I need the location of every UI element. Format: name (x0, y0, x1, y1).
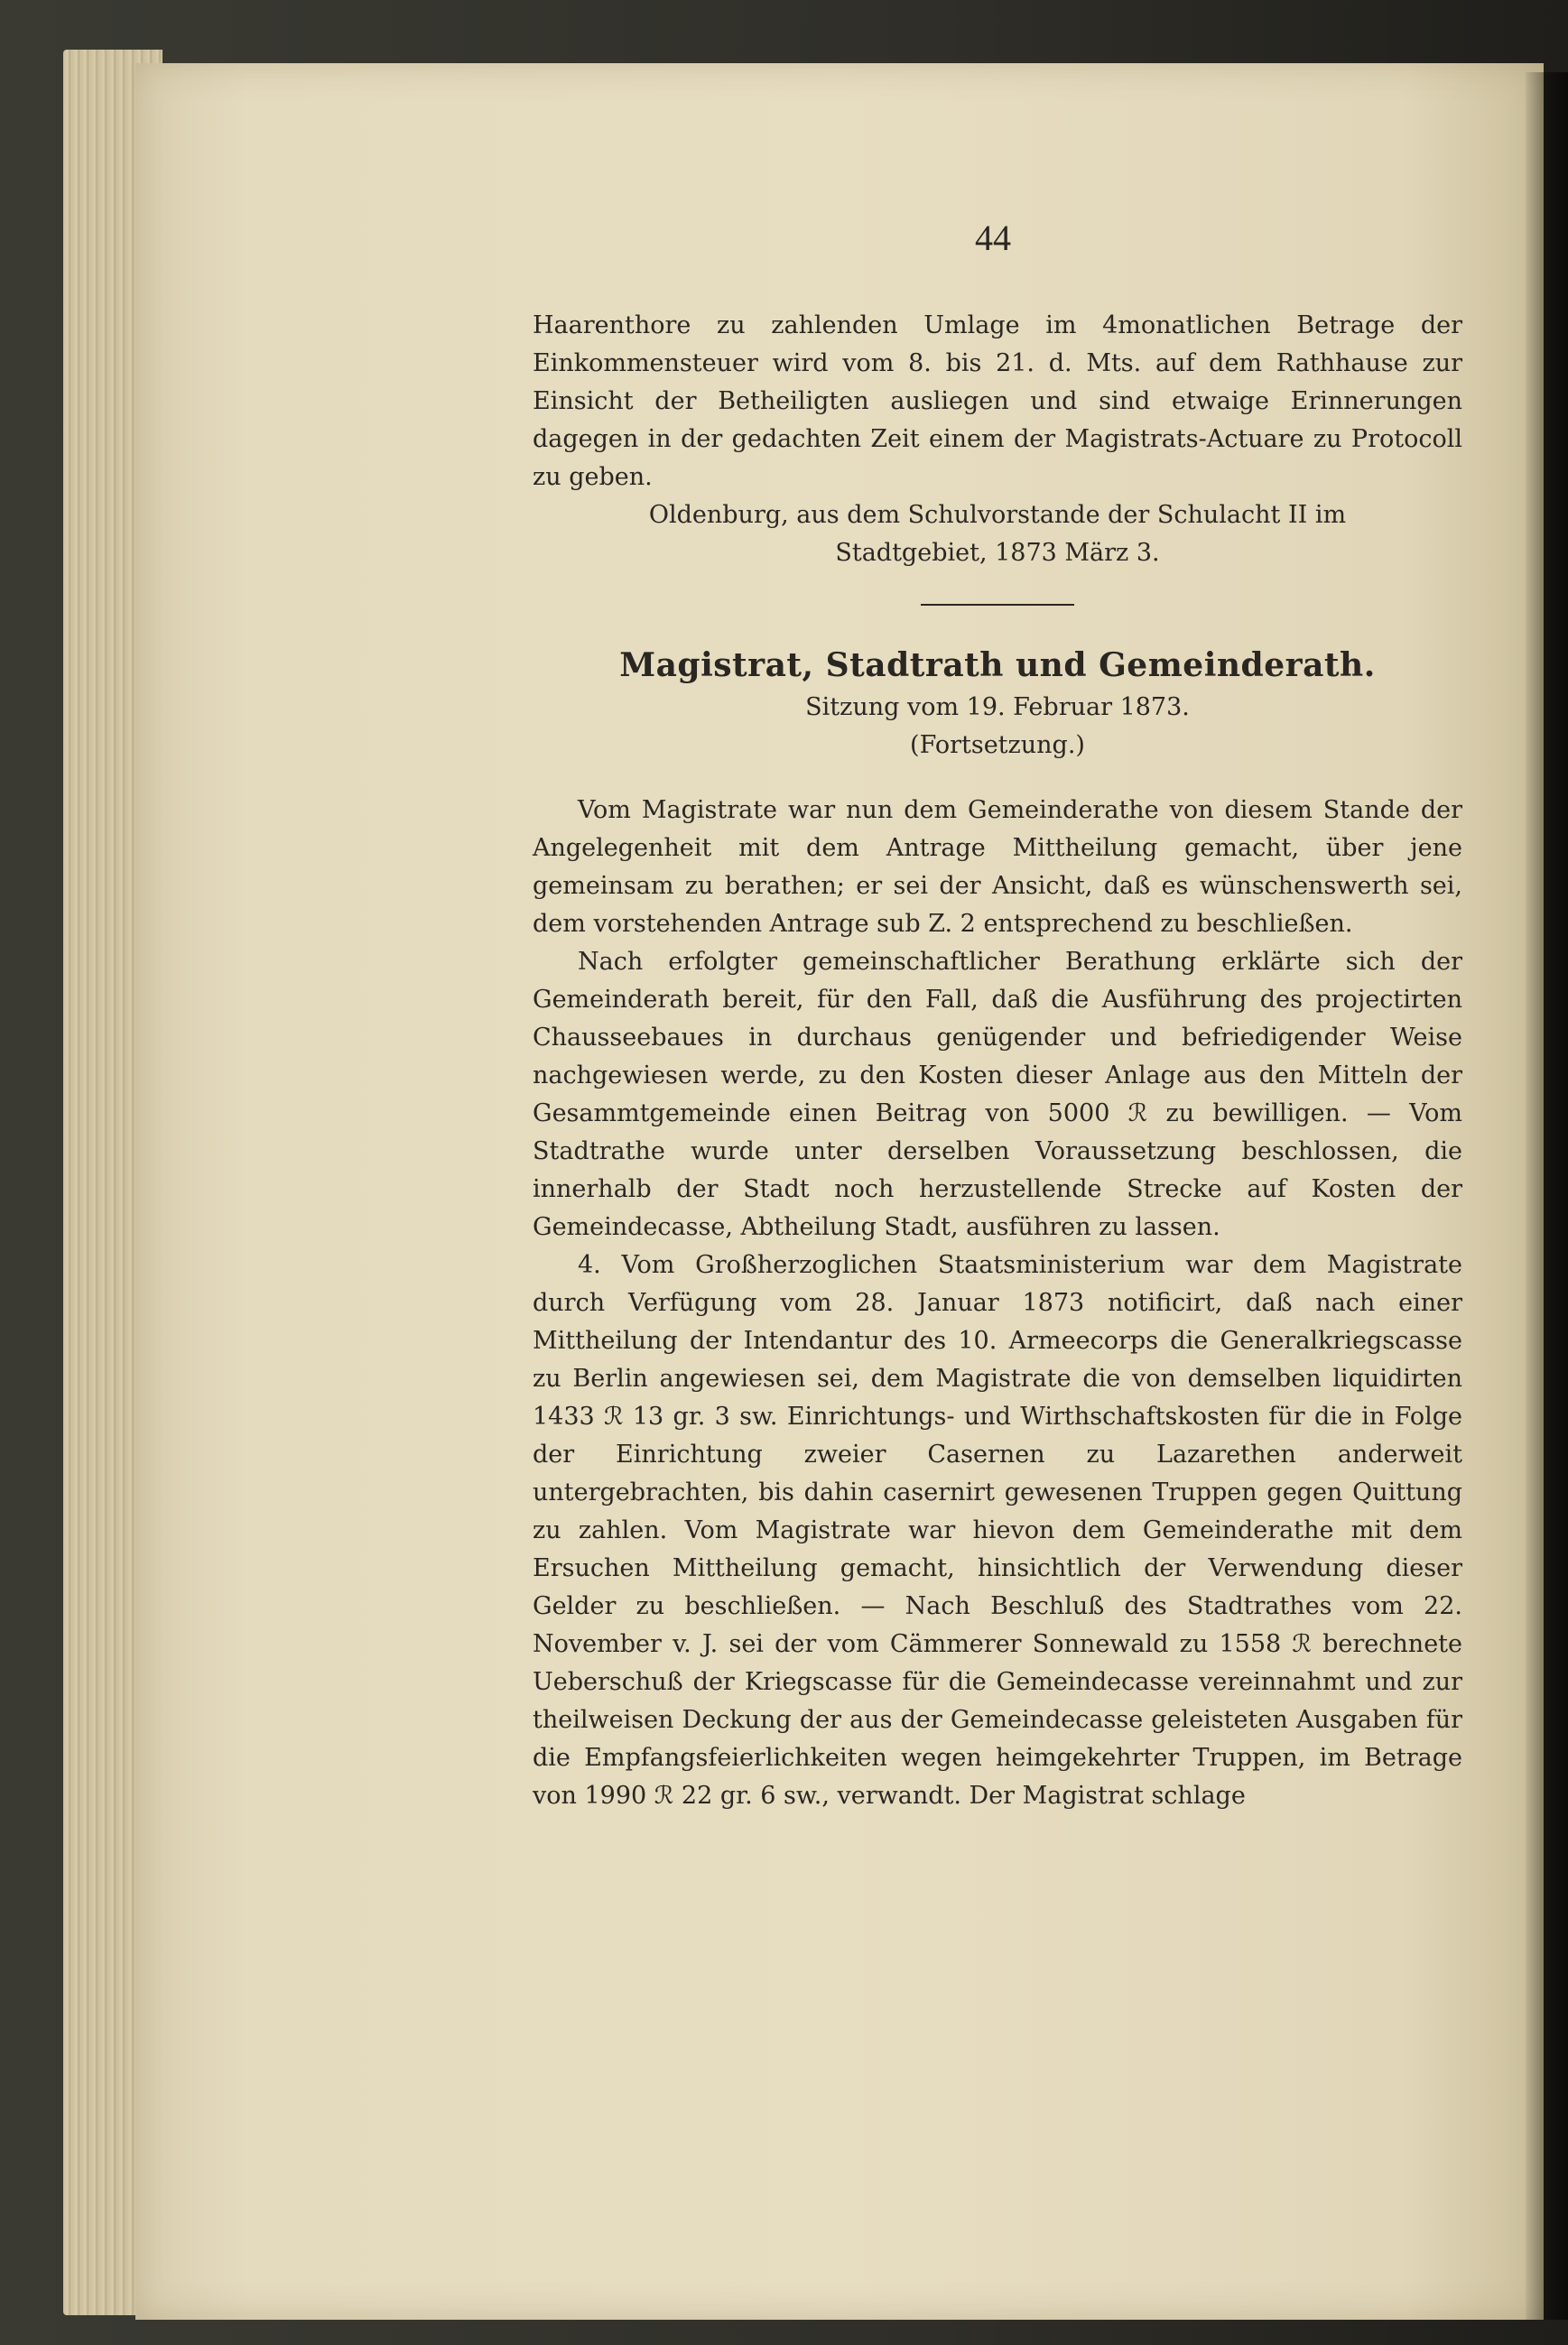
top-paragraph: Haarenthore zu zahlenden Umlage im 4monatlichen Betrage der Einkommensteuer wird vom 8. bis 21. d. Mts. auf dem Rathhause zur Einsicht der Betheiligten ausliegen und sind etwaige Erinnerungen dagegen in der gedachten Zeit einem der Magistrats-Actuare zu Protocoll zu geben. (533, 311, 1462, 491)
page-fold-shadow (1526, 72, 1568, 2320)
continuation-note: (Fortsetzung.) (910, 731, 1085, 759)
section-heading: Magistrat, Stadtrath und Gemeinderath. (619, 646, 1376, 684)
body-paragraph: Vom Magistrate war nun dem Gemeinderathe von diesem Stande der Angelegenheit mit dem Antrage Mittheilung gemacht, über jene gemeinsam zu berathen; er sei der Ansicht, daß es wünschenswerth sei, dem vorstehenden Antrage sub Z. 2 entsprechend zu beschließen. (533, 796, 1462, 938)
page-number: 44 (975, 218, 1011, 258)
signature-line-2: Stadtgebiet, 1873 März 3. (835, 539, 1160, 567)
body-paragraph: 4. Vom Großherzoglichen Staatsministerium war dem Magistrate durch Verfügung vom 28. Januar 1873 notificirt, daß nach einer Mittheilung der Intendantur des 10. Armeecorps die Generalkriegscasse zu Berlin angewiesen sei, dem Magistrate die von demselben liquidirten 1433 ℛ 13 gr. 3 sw. Einrichtungs- und Wirthschaftskosten für die in Folge der Einrichtung zweier Casernen zu Lazarethen anderweit untergebrachten, bis dahin casernirt gewesenen Truppen gegen Quittung zu zahlen. Vom Magistrate war hievon dem Gemeinderathe mit dem Ersuchen Mittheilung gemacht, hinsichtlich der Verwendung dieser Gelder zu beschließen. — Nach Beschluß des Stadtrathes vom 22. November v. J. sei der vom Cämmerer Sonnewald zu 1558 ℛ berechnete Ueberschuß der Kriegscasse für die Gemeindecasse vereinnahmt und zur theilweisen Deckung der aus der Gemeindecasse geleisteten Ausgaben für die Empfangsfeierlichkeiten wegen heimgekehrter Truppen, im Betrage von 1990 ℛ 22 gr. 6 sw., verwandt. Der Magistrat schlage (533, 1251, 1462, 1810)
session-date: Sitzung vom 19. Februar 1873. (805, 693, 1190, 721)
page-text (533, 307, 1462, 1815)
signature-line-1: Oldenburg, aus dem Schulvorstande der Schulacht II im (648, 501, 1347, 529)
body-paragraph: Nach erfolgter gemeinschaftlicher Berathung erklärte sich der Gemeinderath bereit, für den Fall, daß die Ausführung des projectirten Chausseebaues in durchaus genügender und befriedigender Weise nachgewiesen werde, zu den Kosten dieser Anlage aus den Mitteln der Gesammtgemeinde einen Beitrag von 5000 ℛ zu bewilligen. — Vom Stadtrathe wurde unter derselben Voraussetzung beschlossen, die innerhalb der Stadt noch herzustellende Strecke auf Kosten der Gemeindecasse, Abtheilung Stadt, ausführen zu lassen. (533, 948, 1462, 1241)
section-divider (921, 604, 1074, 606)
